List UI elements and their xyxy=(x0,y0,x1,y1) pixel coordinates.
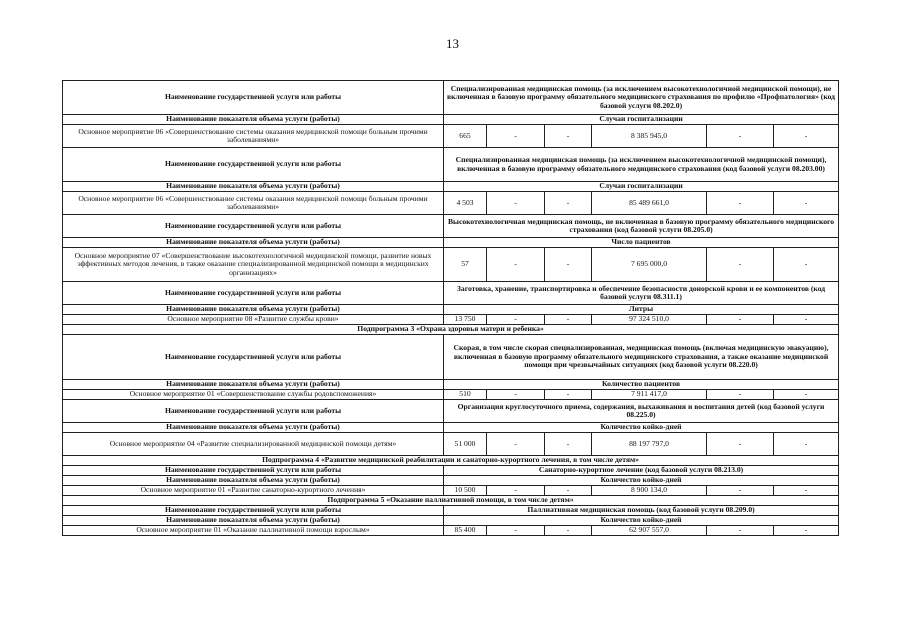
service-row xyxy=(63,400,839,423)
measure-row xyxy=(63,390,839,400)
service-label: Наименование государственной услуги или работы xyxy=(63,282,444,305)
measure-value: - xyxy=(774,125,839,148)
measure-value: 57 xyxy=(444,248,487,282)
measure-row xyxy=(63,526,839,536)
service-label: Наименование государственной услуги или работы xyxy=(63,148,444,182)
measure-value: - xyxy=(707,390,774,400)
service-row xyxy=(63,335,839,380)
measure-value: - xyxy=(487,315,545,325)
measure-value: 85 400 xyxy=(444,526,487,536)
indicator-unit: Литры xyxy=(444,305,839,315)
indicator-label: Наименование показателя объема услуги (работы) xyxy=(63,115,444,125)
measure-name: Основное мероприятие 06 «Совершенствование системы оказания медицинской помощи больным прочими заболеваниями» xyxy=(63,192,444,215)
measure-value: - xyxy=(487,248,545,282)
indicator-label: Наименование показателя объема услуги (работы) xyxy=(63,305,444,315)
measure-value: 665 xyxy=(444,125,487,148)
measure-value: - xyxy=(487,526,545,536)
service-row xyxy=(63,148,839,182)
indicator-unit: Количество койко-дней xyxy=(444,423,839,433)
subprogram-title: Подпрограмма 5 «Оказание паллиативной помощи, в том числе детям» xyxy=(63,496,839,506)
indicator-label: Наименование показателя объема услуги (работы) xyxy=(63,476,444,486)
measure-row xyxy=(63,192,839,215)
indicator-label: Наименование показателя объема услуги (работы) xyxy=(63,423,444,433)
service-row xyxy=(63,466,839,476)
measure-value: - xyxy=(774,390,839,400)
measure-value: 62 907 557,0 xyxy=(592,526,707,536)
indicator-row xyxy=(63,380,839,390)
measure-value: - xyxy=(545,192,592,215)
subprogram-row xyxy=(63,325,839,335)
measure-value: 85 489 661,0 xyxy=(592,192,707,215)
measure-value: - xyxy=(774,315,839,325)
service-label: Наименование государственной услуги или работы xyxy=(63,506,444,516)
measure-value: 8 900 134,0 xyxy=(592,486,707,496)
page-number: 13 xyxy=(446,36,459,51)
service-name: Паллиативная медицинская помощь (код базовой услуги 08.209.0) xyxy=(444,506,839,516)
indicator-unit: Количество пациентов xyxy=(444,380,839,390)
subprogram-title: Подпрограмма 4 «Развитие медицинской реабилитации и санаторно-курортного лечения, в том числе детям» xyxy=(63,456,839,466)
service-row xyxy=(63,81,839,115)
indicator-unit: Количество койко-дней xyxy=(444,476,839,486)
indicator-unit: Случаи госпитализации xyxy=(444,115,839,125)
measure-value: - xyxy=(774,526,839,536)
measure-value: - xyxy=(774,486,839,496)
measure-value: - xyxy=(707,315,774,325)
indicator-row xyxy=(63,423,839,433)
subprogram-row xyxy=(63,496,839,506)
service-label: Наименование государственной услуги или работы xyxy=(63,466,444,476)
service-name: Специализированная медицинская помощь (за исключением высокотехнологичной медицинской помощи), включенная в базовую программу обязательного медицинского страхования (код базовой услуги 08.203.00) xyxy=(444,148,839,182)
services-table xyxy=(62,80,839,536)
measure-value: - xyxy=(774,433,839,456)
service-name: Специализированная медицинская помощь (за исключением высокотехнологичной медицинской помощи), не включенная в базовую программу обязательного медицинского страхования по профилю «Профпатология» (код базовой услуги 08.202.0) xyxy=(444,81,839,115)
service-row xyxy=(63,215,839,238)
measure-value: - xyxy=(707,486,774,496)
measure-name: Основное мероприятие 01 «Совершенствование службы родовспоможения» xyxy=(63,390,444,400)
measure-value: - xyxy=(707,248,774,282)
measure-value: - xyxy=(545,315,592,325)
measure-name: Основное мероприятие 06 «Совершенствование системы оказания медицинской помощи больным прочими заболеваниями» xyxy=(63,125,444,148)
indicator-label: Наименование показателя объема услуги (работы) xyxy=(63,516,444,526)
measure-row xyxy=(63,315,839,325)
indicator-label: Наименование показателя объема услуги (работы) xyxy=(63,182,444,192)
indicator-row xyxy=(63,238,839,248)
service-label: Наименование государственной услуги или работы xyxy=(63,335,444,380)
indicator-unit: Количество койко-дней xyxy=(444,516,839,526)
measure-value: - xyxy=(487,125,545,148)
measure-name: Основное мероприятие 01 «Оказание паллиативной помощи взрослым» xyxy=(63,526,444,536)
measure-row xyxy=(63,125,839,148)
measure-value: - xyxy=(545,433,592,456)
measure-value: - xyxy=(707,125,774,148)
measure-value: - xyxy=(487,192,545,215)
indicator-row xyxy=(63,115,839,125)
service-name: Санаторно-курортное лечение (код базовой услуги 08.213.0) xyxy=(444,466,839,476)
measure-value: - xyxy=(487,390,545,400)
measure-row xyxy=(63,248,839,282)
subprogram-row xyxy=(63,456,839,466)
measure-value: - xyxy=(707,192,774,215)
measure-name: Основное мероприятие 04 «Развитие специализированной медицинской помощи детям» xyxy=(63,433,444,456)
service-name: Заготовка, хранение, транспортировка и обеспечение безопасности донорской крови и ее компонентов (код базовой услуги 08.311.1) xyxy=(444,282,839,305)
measure-value: 7 695 000,0 xyxy=(592,248,707,282)
service-label: Наименование государственной услуги или работы xyxy=(63,400,444,423)
measure-value: - xyxy=(545,248,592,282)
measure-value: - xyxy=(545,486,592,496)
measure-value: 7 911 417,0 xyxy=(592,390,707,400)
service-name: Высокотехнологичная медицинская помощь, не включенная в базовую программу обязательного медицинского страхования (код базовой услуги 08.205.0) xyxy=(444,215,839,238)
measure-value: - xyxy=(707,526,774,536)
measure-value: - xyxy=(487,433,545,456)
indicator-row xyxy=(63,182,839,192)
indicator-unit: Число пациентов xyxy=(444,238,839,248)
measure-name: Основное мероприятие 07 «Совершенствование высокотехнологичной медицинской помощи, развитие новых эффективных методов лечения, в также оказание специализированной медицинской помощи в медицинских организациях» xyxy=(63,248,444,282)
service-row xyxy=(63,282,839,305)
measure-value: - xyxy=(545,125,592,148)
measure-value: 88 197 797,0 xyxy=(592,433,707,456)
service-label: Наименование государственной услуги или работы xyxy=(63,215,444,238)
measure-name: Основное мероприятие 08 «Развитие службы крови» xyxy=(63,315,444,325)
indicator-row xyxy=(63,305,839,315)
indicator-label: Наименование показателя объема услуги (работы) xyxy=(63,380,444,390)
measure-value: - xyxy=(545,526,592,536)
indicator-row xyxy=(63,516,839,526)
measure-value: - xyxy=(774,192,839,215)
service-row xyxy=(63,506,839,516)
measure-value: - xyxy=(774,248,839,282)
service-name: Организация круглосуточного приема, содержания, выхаживания и воспитания детей (код базовой услуги 08.225.0) xyxy=(444,400,839,423)
measure-value: 10 500 xyxy=(444,486,487,496)
service-label: Наименование государственной услуги или работы xyxy=(63,81,444,115)
subprogram-title: Подпрограмма 3 «Охрана здоровья матери и ребенка» xyxy=(63,325,839,335)
measure-value: 13 750 xyxy=(444,315,487,325)
service-name: Скорая, в том числе скорая специализированная, медицинская помощь (включая медицинскую эвакуацию), включенная в базовую программу обязательного медицинского страхования, а также оказание медицинской помощи при чрезвычайных ситуациях (код базовой услуги 08.220.0) xyxy=(444,335,839,380)
measure-row xyxy=(63,486,839,496)
measure-value: - xyxy=(707,433,774,456)
indicator-row xyxy=(63,476,839,486)
measure-name: Основное мероприятие 01 «Развитие санаторно-курортного лечения» xyxy=(63,486,444,496)
measure-value: 510 xyxy=(444,390,487,400)
measure-row xyxy=(63,433,839,456)
measure-value: 97 324 510,0 xyxy=(592,315,707,325)
measure-value: 8 385 945,0 xyxy=(592,125,707,148)
measure-value: 51 000 xyxy=(444,433,487,456)
measure-value: - xyxy=(545,390,592,400)
measure-value: - xyxy=(487,486,545,496)
indicator-unit: Случаи госпитализации xyxy=(444,182,839,192)
indicator-label: Наименование показателя объема услуги (работы) xyxy=(63,238,444,248)
measure-value: 4 503 xyxy=(444,192,487,215)
